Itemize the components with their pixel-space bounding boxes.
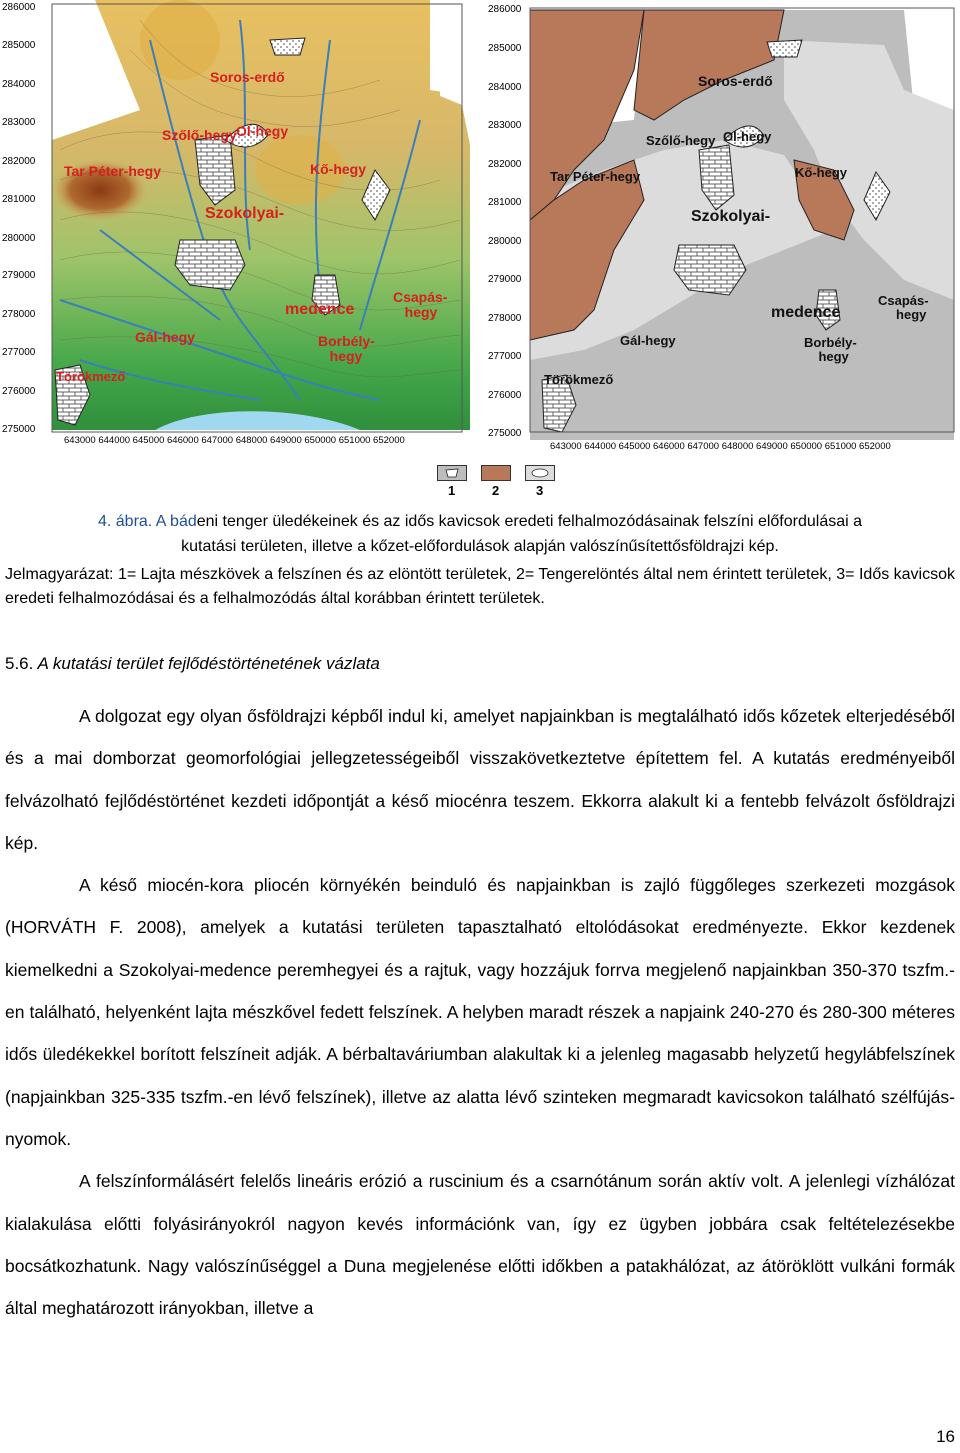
- y-tick: 281000: [488, 197, 522, 208]
- y-tick: 280000: [2, 233, 36, 244]
- figure-caption-line1: [0, 511, 960, 532]
- paragraph: A dolgozat egy olyan ősföldrajzi képből indul ki, amelyet napjainkban is megtalálható idős kőzetek elterjedéséből és a mai domborzat geomorfológiai jellegzetességeiből visszakövetkeztetve építettem fel. A kutatás eredményeiből felvázolható fejlődéstörténet kezdeti időpontját a késő miocénra teszem. Ekkorra alakult ki a fentebb felvázolt ősföldrajzi kép.: [5, 706, 955, 853]
- place-tar-peter-hegy: Tar Péter-hegy: [64, 163, 161, 179]
- place-soros-erdo: Soros-erdő: [698, 73, 773, 89]
- legend-swatch-3: [525, 465, 555, 481]
- place-szolo-hegy: Szőlő-hegy: [646, 133, 716, 148]
- y-tick: 283000: [488, 120, 522, 131]
- section-heading: [5, 654, 380, 674]
- legend-number-3: 3: [536, 483, 544, 498]
- place-tar-peter-hegy: Tar Péter-hegy: [550, 169, 641, 184]
- body-text: [5, 695, 955, 1329]
- x-ticks: 643000 644000 645000 646000 647000 648000 649000 650000 651000 652000: [550, 441, 891, 452]
- y-tick: 282000: [488, 159, 522, 170]
- relief-map: [0, 0, 470, 450]
- section-number: 5.6.: [5, 654, 34, 673]
- place-gal-hegy: Gál-hegy: [135, 329, 195, 345]
- legend-swatch-3-icon: [526, 466, 554, 480]
- place-ko-hegy: Kő-hegy: [795, 165, 847, 180]
- legend-swatch-2: [481, 465, 511, 481]
- place-gal-hegy: Gál-hegy: [620, 333, 676, 348]
- place-torokmezo: Törökmező: [56, 369, 126, 384]
- legend-swatch-1: [437, 465, 467, 481]
- place-csapas-hegy: Csapás- hegy: [393, 289, 448, 320]
- place-borbely-hegy: Borbély- hegy: [804, 335, 857, 364]
- y-tick: 284000: [2, 79, 36, 90]
- place-medence: medence: [771, 304, 841, 321]
- place-szokolyai: Szokolyai-: [205, 205, 285, 222]
- section-title: A kutatási terület fejlődéstörténetének vázlata: [37, 654, 380, 673]
- place-szokolyai: Szokolyai-: [691, 208, 771, 225]
- place-borbely-hegy: Borbély- hegy: [318, 333, 375, 364]
- place-medence: medence: [285, 301, 355, 318]
- paleogeographic-map: [484, 0, 960, 458]
- y-tick: 279000: [2, 270, 36, 281]
- y-tick: 275000: [488, 428, 522, 439]
- figure-caption-line2: kutatási területen, illetve a kőzet-előfordulások alapján valószínűsítettősföldrajzi kép.: [181, 538, 779, 555]
- place-soros-erdo: Soros-erdő: [210, 69, 285, 85]
- y-tick: 278000: [2, 309, 36, 320]
- y-tick: 277000: [2, 347, 36, 358]
- x-ticks: 643000 644000 645000 646000 647000 648000 649000 650000 651000 652000: [64, 435, 405, 446]
- paleogeographic-map-graphic: [484, 0, 960, 458]
- y-tick: 281000: [2, 194, 36, 205]
- y-tick: 285000: [2, 40, 36, 51]
- figure-label: 4. ábra. A bád: [97, 513, 197, 530]
- y-tick: 286000: [488, 4, 522, 15]
- map-legend: [437, 463, 567, 503]
- legend-number-2: 2: [492, 483, 500, 498]
- y-tick: 278000: [488, 313, 522, 324]
- legend-number-1: 1: [448, 483, 456, 498]
- y-tick: 280000: [488, 236, 522, 247]
- y-tick: 282000: [2, 156, 36, 167]
- place-torokmezo: Törökmező: [544, 372, 614, 387]
- y-tick: 286000: [2, 2, 36, 13]
- y-tick: 276000: [488, 390, 522, 401]
- legend-description: Jelmagyarázat: 1= Lajta mészkövek a felszínen és az elöntött területek, 2= Tengerelöntés által nem érintett területek, 3= Idős kavicsok eredeti felhalmozódásai és a felhalmozódás által korábban érintett területek.: [5, 566, 956, 607]
- legend-swatch-1-icon: [438, 466, 466, 480]
- place-ol-hegy: Ol-hegy: [723, 129, 772, 144]
- y-tick: 276000: [2, 386, 36, 397]
- y-tick: 284000: [488, 82, 522, 93]
- paragraph: A felszínformálásért felelős lineáris erózió a ruscinium és a csarnótánum során aktív volt. A jelenlegi vízhálózat kialakulása előtti folyásirányokról nagyon kevés információnk van, így ez ügyben jobbára csak feltételezésekbe bocsátkozhatunk. Nagy valószínűséggel a Duna megjelenése előtti időkben a patakhálózat, az átöröklött vulkáni formák által meghatározott irányokban, illetve a: [5, 1171, 955, 1319]
- place-ol-hegy: Ol-hegy: [236, 123, 289, 139]
- y-tick: 275000: [2, 424, 36, 435]
- caption-text: eni tenger üledékeinek és az idős kavicsok eredeti felhalmozódásainak felszíni előfordulásai a: [196, 513, 863, 530]
- paragraph: A késő miocén-kora pliocén környékén beinduló és napjainkban is zajló függőleges szerkezeti mozgások (HORVÁTH F. 2008), amelyek a kutatási területen tapasztalható eltolódásokat eredményezte. Ekkor kezdenek kiemelkedni a Szokolyai-medence peremhegyei és a rajtuk, vagy hozzájuk forrva megjelenő napjainkban 350-370 tszfm.-en található, helyenként lajta mészkővel fedett felszínek. A helyben maradt részek a napjaink 240-270 és 280-300 méteres idős üledékekkel borított felszíneit adják. A bérbaltaváriumban alakultak ki a jelenleg magasabb helyzetű hegylábfelszínek (napjainkban 325-335 tszfm.-en lévő felszínek), illetve az alatta lévő szinteken megmaradt kavicsokon található szélfújás-nyomok.: [5, 875, 955, 1149]
- y-tick: 285000: [488, 43, 522, 54]
- place-szolo-hegy: Szőlő-hegy: [162, 127, 237, 143]
- y-tick: 277000: [488, 351, 522, 362]
- page-number: 16: [936, 1427, 955, 1446]
- y-tick: 283000: [2, 117, 36, 128]
- place-ko-hegy: Kő-hegy: [310, 161, 366, 177]
- place-csapas-hegy: Csapás- hegy: [878, 293, 929, 322]
- y-tick: 279000: [488, 274, 522, 285]
